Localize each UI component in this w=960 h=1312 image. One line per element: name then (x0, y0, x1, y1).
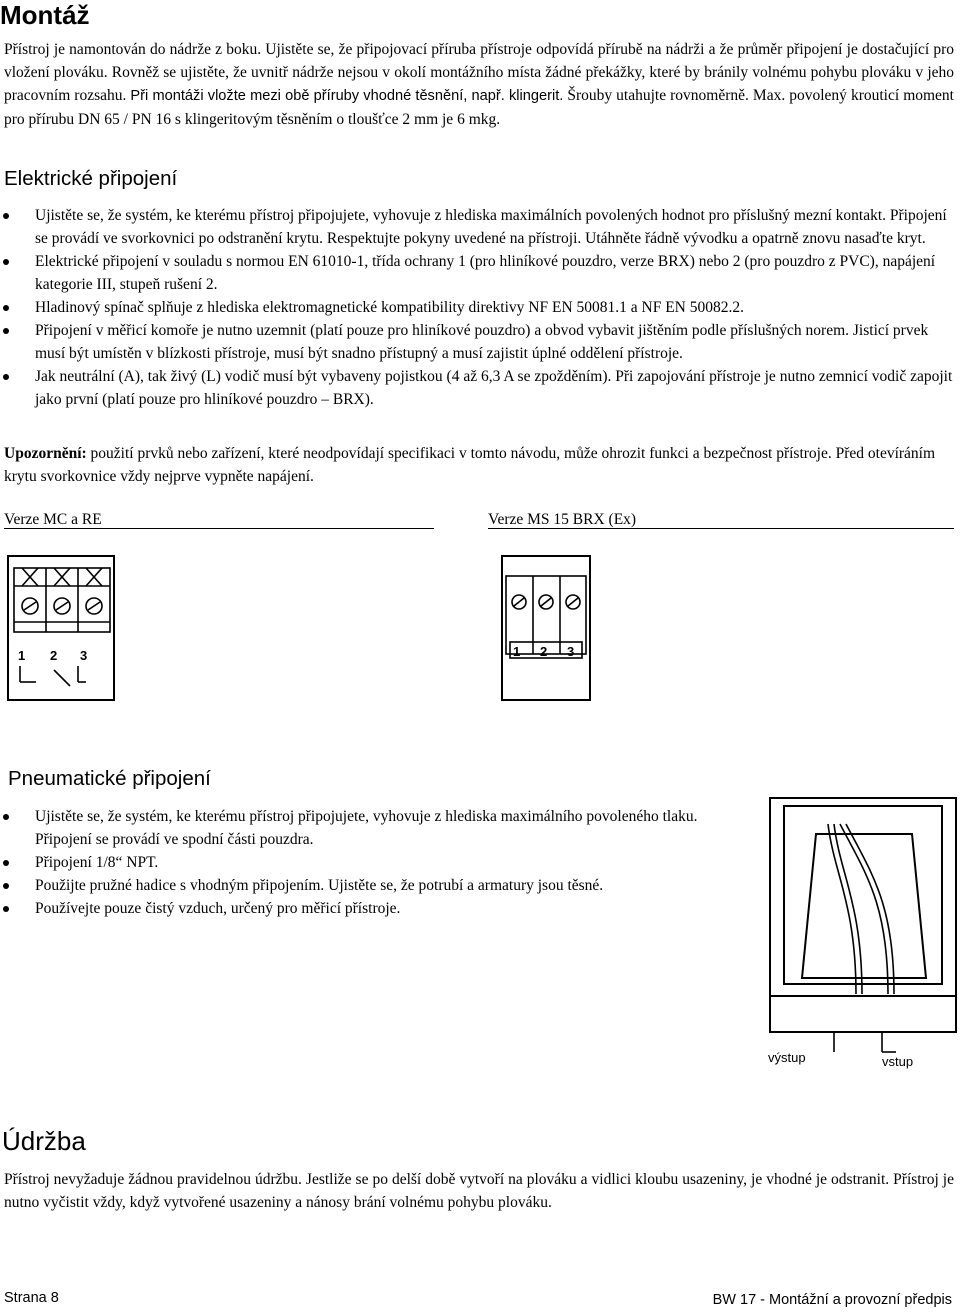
warning-text: použití prvků nebo zařízení, které neodpovídají specifikaci v tomto návodu, může ohrozit funkci a bezpečnost přístroje. Před otevíráním krytu svorkovnice vždy nejprve vypněte napájení. (4, 445, 936, 485)
terminal-diagram-mc-re (6, 554, 118, 704)
bullet-icon (3, 305, 9, 311)
bullet-icon (3, 374, 9, 380)
pneumatic-housing-diagram (716, 794, 960, 1090)
udrzba-title: Údržba (2, 1126, 86, 1156)
verze-right-underline (488, 528, 954, 529)
montaz-p2: Při montáži vložte mezi obě příruby vhodné těsnění, např. klingerit. (130, 88, 564, 104)
bullet-icon (3, 814, 9, 820)
list-item: Připojení v měřicí komoře je nutno uzemnit (platí pouze pro hliníkové pouzdro) a obvod vybavit jištěním podle příslušných norem. Jisticí prvek musí být umístěn v blízkosti přístroje, musí být snadno přístupný a musí zajistit úplné oddělení přístroje. (0, 319, 955, 365)
vstup-label: vstup (882, 1054, 914, 1069)
bullet-icon (3, 213, 9, 219)
vystup-label: výstup (768, 1050, 806, 1065)
bullet-icon (3, 328, 9, 334)
list-item: Používejte pouze čistý vzduch, určený pro měřicí přístroje. (0, 897, 700, 920)
list-item: Použijte pružné hadice s vhodným připojením. Ujistěte se, že potrubí a armatury jsou těsné. (0, 874, 700, 897)
list-item: Připojení 1/8“ NPT. (0, 851, 700, 874)
bullet-icon (3, 259, 9, 265)
terminal-left-3: 3 (80, 648, 88, 663)
bullet-icon (3, 883, 9, 889)
list-item: Hladinový spínač splňuje z hlediska elektromagnetické kompatibility direktivy NF EN 50081.1 a NF EN 50082.2. (0, 296, 955, 319)
terminal-left-1: 1 (18, 648, 26, 663)
terminal-right-3: 3 (567, 644, 575, 659)
terminal-left-2: 2 (50, 648, 58, 663)
list-item: Ujistěte se, že systém, ke kterému přístroj připojujete, vyhovuje z hlediska maximálních povolených hodnot pro příslušný mezní kontakt. Připojení se provádí ve svorkovnici po odstranění krytu. Respektujte pokyny uvedené na přístroji. Utáhněte řádně vývodku a opatrně znovu nasaďte kryt. (0, 204, 955, 250)
bullet-icon (3, 860, 9, 866)
verze-left-underline (4, 528, 434, 529)
terminal-right-1: 1 (513, 644, 521, 659)
footer-document-name: BW 17 - Montážní a provozní předpis (712, 1292, 952, 1308)
verze-right-label: Verze MS 15 BRX (Ex) (488, 511, 637, 528)
pneumaticke-title: Pneumatické připojení (8, 767, 211, 790)
montaz-p3: Šrouby utahujte rovnoměrně. Max. povolený krouticí moment pro přírubu DN 65 / PN 16 s klingeritovým těsněním o tloušťce 2 mm je 6 mkg. (4, 87, 954, 128)
list-item: Elektrické připojení v souladu s normou EN 61010-1, třída ochrany 1 (pro hliníkové pouzdro, verze BRX) nebo 2 (pro pouzdro z PVC), napájení kategorie III, stupeň rušení 2. (0, 250, 955, 296)
elektricke-list (0, 204, 955, 411)
verze-left-label: Verze MC a RE (4, 511, 102, 528)
list-item: Ujistěte se, že systém, ke kterému přístroj připojujete, vyhovuje z hlediska maximálního povoleného tlaku. Připojení se provádí ve spodní části pouzdra. (0, 805, 700, 851)
udrzba-paragraph: Přístroj nevyžaduje žádnou pravidelnou údržbu. Jestliže se po delší době vytvoří na plováku a vidlici kloubu usazeniny, je vhodné je odstranit. Přístroj je nutno vyčistit vždy, když vytvořené usazeniny a nánosy brání volnému pohybu plováku. (4, 1171, 954, 1211)
elektricke-title: Elektrické připojení (4, 167, 178, 190)
montaz-text (4, 38, 954, 131)
warning-note (4, 442, 954, 488)
list-item: Jak neutrální (A), tak živý (L) vodič musí být vybaveny pojistkou (4 až 6,3 A se zpožděním). Při zapojování přístroje je nutno zemnicí vodič zapojit jako první (platí pouze pro hliníkové pouzdro – BRX). (0, 365, 955, 411)
montaz-paragraph-1 (4, 38, 954, 131)
montaz-title: Montáž (0, 0, 90, 30)
terminal-diagram-ms15-brx (500, 554, 594, 704)
footer-page-number: Strana 8 (4, 1290, 59, 1306)
montaz-p1: Přístroj je namontován do nádrže z boku. Ujistěte se, že připojovací příruba přístroje odpovídá přírubě na nádrži a že průměr připojení je dostačující pro vložení plováku. Rovněž se ujistěte, že uvnitř nádrže nejsou v okolí montážního místa žádné překážky, které by bránily volnému pohybu plováku v jeho pracovním rozsahu. (4, 41, 954, 104)
warning-label: Upozornění: (4, 445, 87, 462)
bullet-icon (3, 906, 9, 912)
pneumaticke-list (0, 805, 700, 920)
terminal-right-2: 2 (540, 644, 548, 659)
